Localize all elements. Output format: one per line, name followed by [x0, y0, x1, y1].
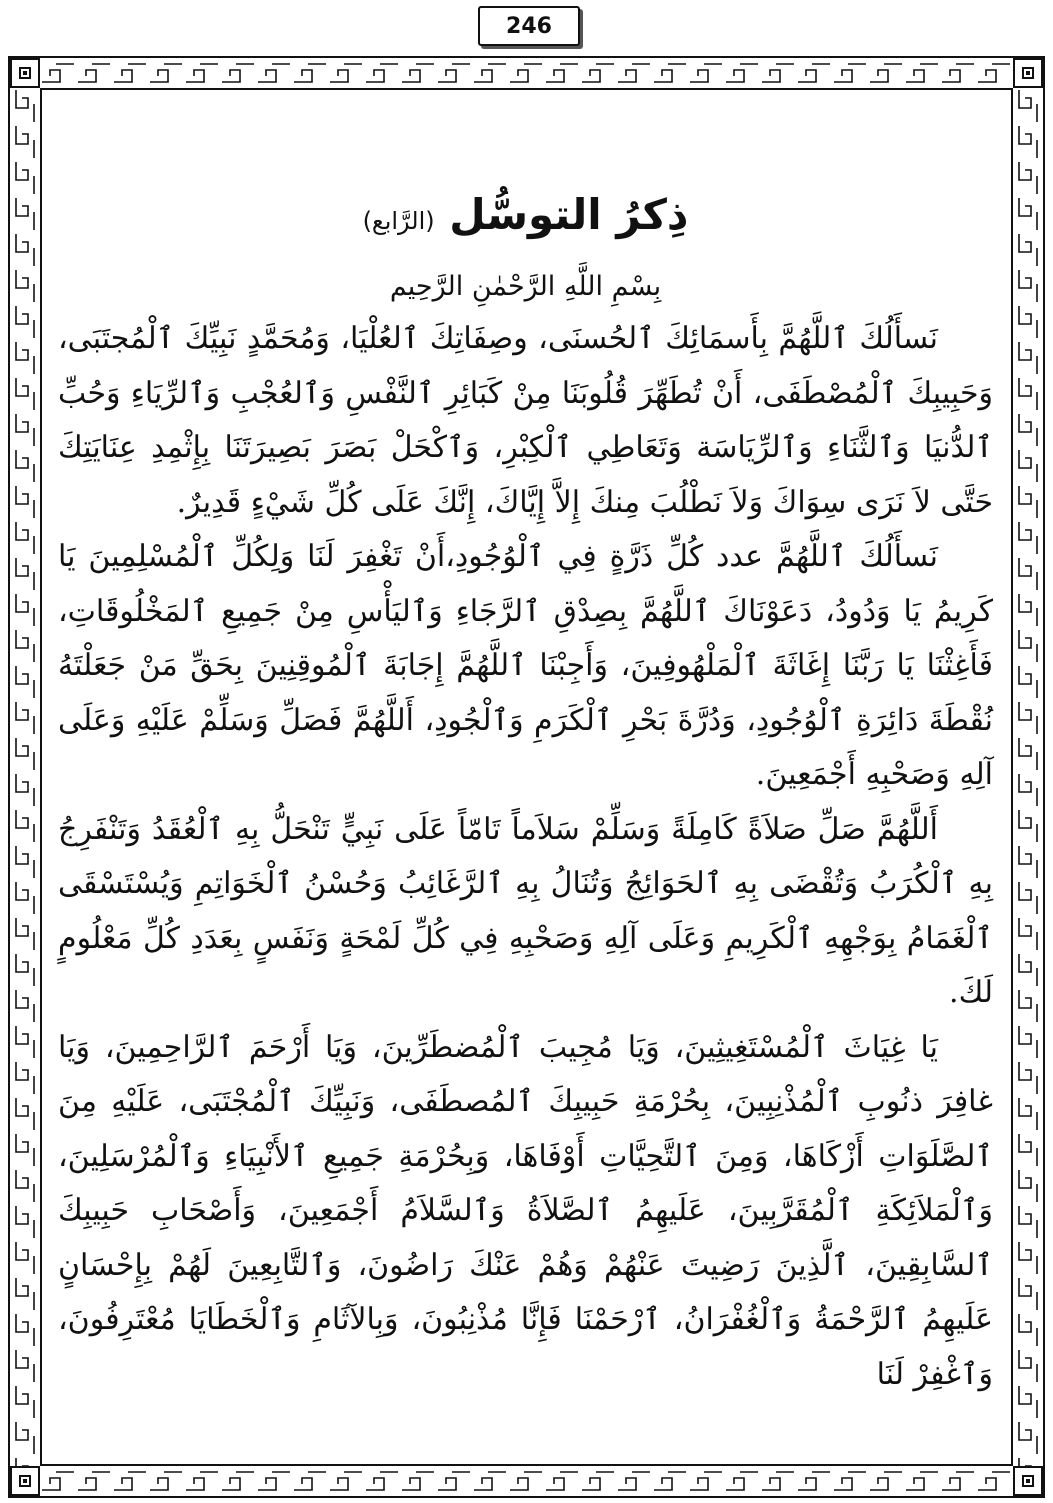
top-ornament-band — [40, 58, 1013, 88]
bottom-ornament-band — [40, 1466, 1013, 1496]
page-number: 246 — [478, 6, 580, 46]
paragraph-4: يَا غِيَاثَ ٱلْمُسْتَغِيثِينَ، وَيَا مُجِيبَ ٱلْمُضطَرِّينَ، وَيَا أَرْحَمَ ٱلرَّاحِمِينَ، وَيَا غافِرَ ذنُوبِ ٱلْمُذْنِبِينَ، بِحُرْمَةِ حَبِيبِكَ ٱلمُصطَفَى، وَنَبِيِّكَ ٱلْمُجْتَبَى، عَلَيْهِ مِنَ ٱلصَّلَوَاتِ أَزْكَاهَا، وَمِنَ ٱلتَّحِيَّاتِ أَوْفَاهَا، وَبِحُرْمَةِ جَمِيعِ ٱلأَنْبِيَاءِ وَٱلْمُرْسَلِينَ، وَٱلْمَلاَئِكَةِ ٱلْمُقَرَّبِينَ، عَلَيهِمُ ٱلصَّلاَةُ وَٱلسَّلاَمُ أَجْمَعِينَ، وَأَصْحَابِ حَبِيبِكَ ٱلسَّابِقِينَ، ٱلَّذِينَ رَضِيتَ عَنْهُمْ وَهُمْ عَنْكَ رَاضُونَ، وَٱلتَّابِعِينَ لَهُمْ بِإِحْسَانٍ عَلَيهِمُ ٱلرَّحْمَةُ وَٱلْغُفْرَانُ، ٱرْحَمْنَا فَإِنَّا مُذْنِبُونَ، وَبِالآثَامِ وَٱلْخَطَايَا مُعْتَرِفُونَ، وَٱغْفِرْ لَنَا — [58, 1029, 993, 1392]
corner-ornament-top-right — [1013, 58, 1043, 88]
left-ornament-band — [10, 88, 40, 1466]
corner-ornament-bottom-right — [1013, 1466, 1043, 1496]
title-sub: (الرَّابع) — [362, 207, 435, 235]
page-content — [58, 180, 993, 1402]
paragraph-3: أَللَّهُمَّ صَلِّ صَلاَةً كَامِلَةً وَسَلِّمْ سَلاَماً تَامّاً عَلَى نَبِيٍّ تَنْحَلُّ بِهِ ٱلْعُقَدُ وَتَنْفَرِجُ بِهِ ٱلْكُرَبُ وَتُقْضَى بِهِ ٱلحَوَائِجُ وَتُنَالُ بِهِ ٱلرَّغَائِبُ وَحُسْنُ ٱلْخَوَاتِمِ وَيُسْتَسْقَى ٱلْغَمَامُ بِوَجْهِهِ ٱلْكَرِيمِ وَعَلَى آلِهِ وَصَحْبِهِ فِي كُلِّ لَمْحَةٍ وَنَفَسٍ بِعَدَدِ كُلِّ مَعْلُومٍ لَكَ. — [58, 811, 993, 1010]
paragraph-1: نَسأَلُكَ ٱللَّهُمَّ بِأَسمَائِكَ ٱلحُسنَى، وصِفَاتِكَ ٱلعُلْيَا، وَمُحَمَّدٍ نَبِيِّكَ ٱلْمُجتَبَى، وَحَبِيبِكَ ٱلْمُصْطَفَى، أَنْ تُطَهِّرَ قُلُوبَنَا مِنْ كَبَائِرِ ٱلنَّفْسِ وَٱلعُجْبِ وَٱلرِّيَاءِ وَحُبِّ ٱلدُّنيَا وَٱلثَّنَاءِ وَٱلرِّيَاسَة وَتَعَاطِي ٱلْكِبْرِ، وَٱكْحَلْ بَصَرَ بَصِيرَتَنَا بِإِثْمِدِ عِنَايَتِكَ حَتَّى لاَ نَرَى سِوَاكَ وَلاَ نَطْلُبَ مِنكَ إِلاَّ إِيَّاكَ، إِنَّكَ عَلَى كُلِّ شَيْءٍ قَدِيرٌ. — [58, 321, 993, 520]
corner-ornament-bottom-left — [10, 1466, 40, 1496]
page-title — [58, 180, 993, 256]
right-ornament-band — [1013, 88, 1043, 1466]
corner-ornament-top-left — [10, 58, 40, 88]
title-main: ذِكرُ التوسُّل — [449, 190, 689, 239]
paragraph-2: نَسأَلُكَ ٱللَّهُمَّ عدد كُلِّ ذَرَّةٍ فِي ٱلْوُجُودِ،أَنْ تَغْفِرَ لَنَا وَلِكُلِّ ٱلْمُسْلِمِينَ يَا كَرِيمُ يَا وَدُودُ، دَعَوْنَاكَ ٱللَّهُمَّ بِصِدْقِ ٱلرَّجَاءِ وَٱليَأْسِ مِنْ جَمِيعِ ٱلمَخْلُوقَاتِ، فَأَغِثْنَا يَا رَبَّنَا إِغَاثَةَ ٱلْمَلْهُوفِينَ، وَأَجِبْنَا ٱللَّهُمَّ إِجَابَةَ ٱلْمُوقِنِينَ بِحَقِّ مَنْ جَعَلْتَهُ نُقْطَةَ دَائِرَةِ ٱلْوُجُودِ، وَدُرَّةَ بَحْرِ ٱلْكَرَمِ وَٱلْجُودِ، أَللَّهُمَّ فَصَلِّ وَسَلِّمْ عَلَيْهِ وَعَلَى آلِهِ وَصَحْبِهِ أَجْمَعِينَ. — [58, 539, 993, 792]
basmala: بِسْمِ اللَّهِ الرَّحْمٰنِ الرَّحِيم — [389, 271, 662, 302]
